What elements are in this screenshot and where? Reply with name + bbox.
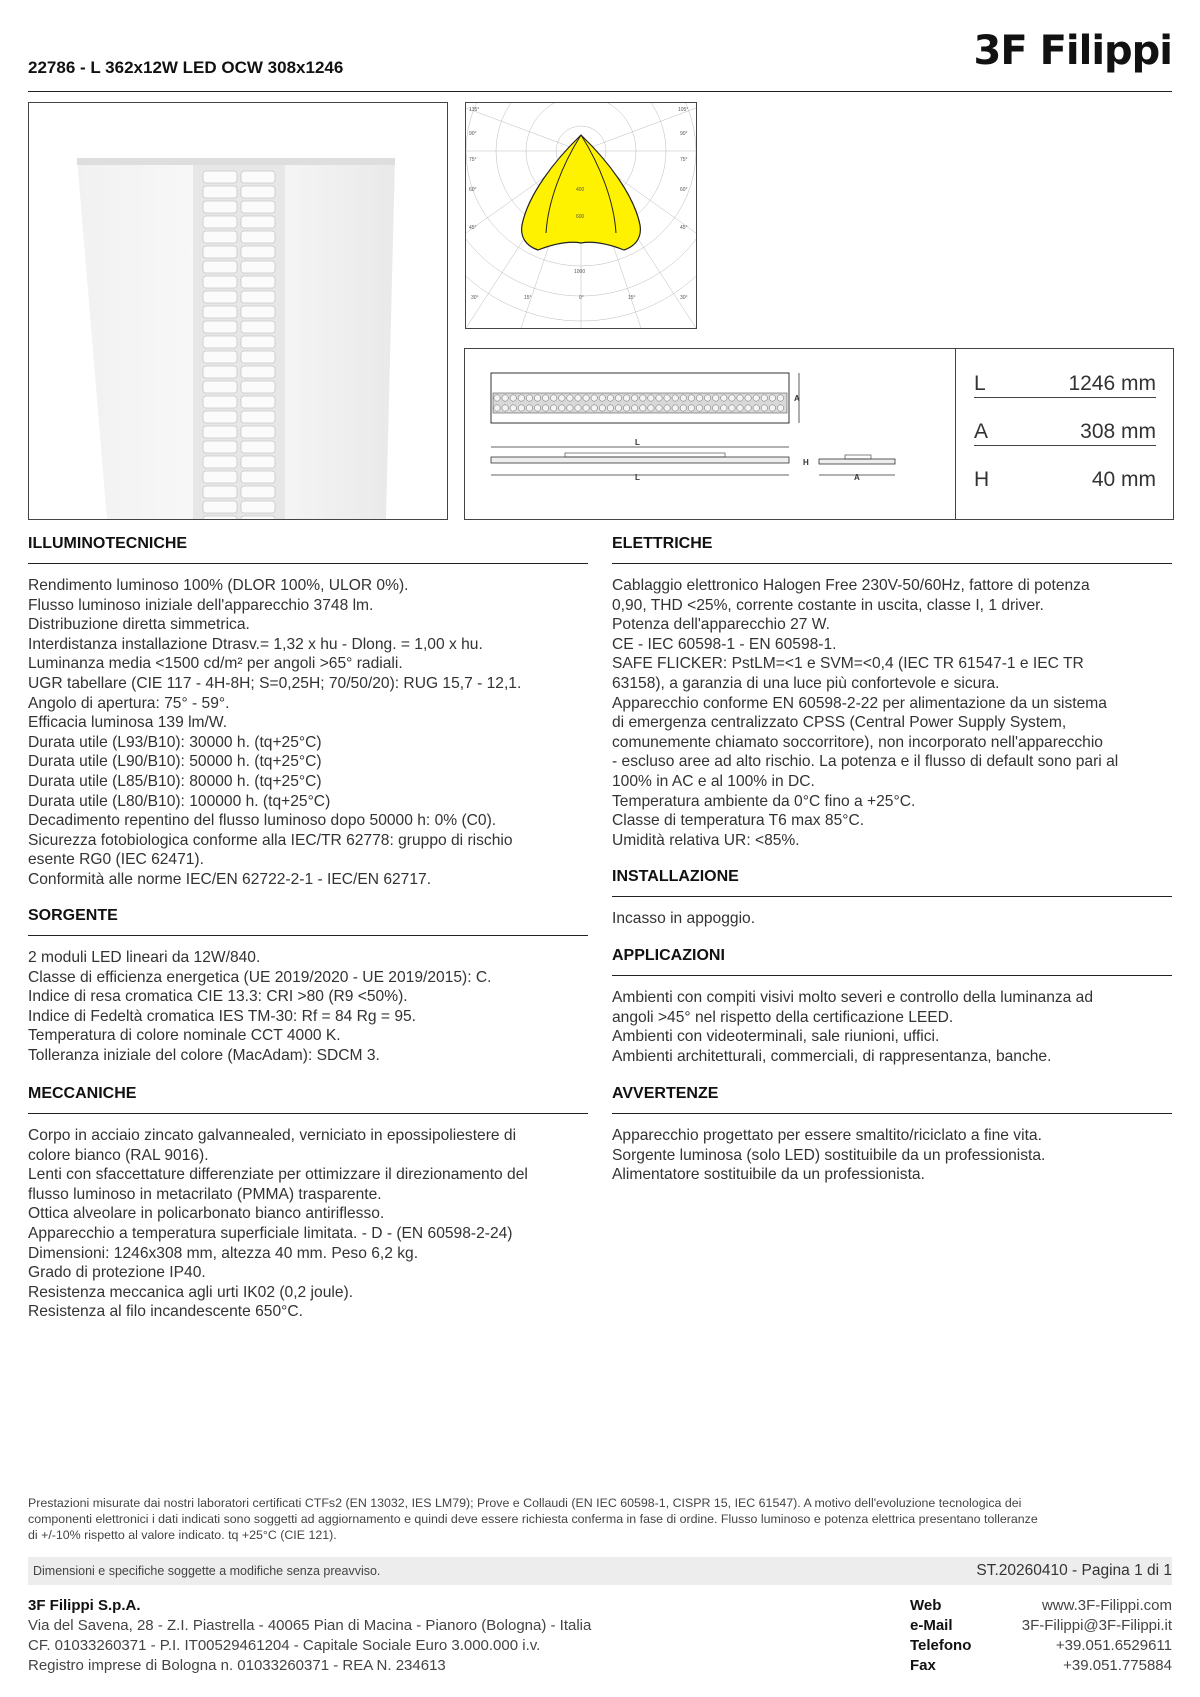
optic-cell bbox=[241, 441, 275, 453]
optic-cell bbox=[241, 186, 275, 198]
section-title-illuminotecniche: ILLUMINOTECNICHE bbox=[28, 535, 188, 552]
optic-cell bbox=[241, 501, 275, 513]
optic-cell bbox=[241, 516, 275, 519]
body-line: Ottica alveolare in policarbonato bianco antiriflesso. bbox=[28, 1205, 385, 1223]
optic-cell bbox=[241, 351, 275, 363]
led-dot bbox=[575, 405, 581, 411]
dimension-row bbox=[974, 349, 1156, 398]
body-line: CE - IEC 60598-1 - EN 60598-1. bbox=[612, 635, 837, 653]
contact-label: Telefono bbox=[910, 1637, 972, 1654]
led-dot bbox=[640, 405, 646, 411]
body-line: Temperatura di colore nominale CCT 4000 K. bbox=[28, 1027, 341, 1045]
web-link[interactable]: www.3F-Filippi.com bbox=[1041, 1597, 1172, 1614]
body-line: Rendimento luminoso 100% (DLOR 100%, ULOR 0%). bbox=[28, 577, 409, 594]
body-line: Lenti con sfaccettature differenziate per ottimizzare il direzionamento del bbox=[28, 1166, 528, 1184]
led-dot bbox=[607, 395, 613, 401]
body-line: Apparecchio progettato per essere smaltito/riciclato a fine vita. bbox=[612, 1127, 1042, 1144]
contacts bbox=[910, 1596, 1172, 1676]
polar-label: 30° bbox=[471, 295, 479, 301]
body-line: Apparecchio conforme EN 60598-2-22 per alimentazione da un sistema bbox=[612, 694, 1107, 712]
led-dot bbox=[713, 395, 719, 401]
section-title-installazione: INSTALLAZIONE bbox=[612, 868, 739, 885]
led-dot bbox=[526, 405, 532, 411]
body-line: Dimensioni: 1246x308 mm, altezza 40 mm. Peso 6,2 kg. bbox=[28, 1244, 419, 1262]
body-line: Resistenza al filo incandescente 650°C. bbox=[28, 1303, 303, 1321]
polar-label: 45° bbox=[469, 225, 477, 231]
section-rule bbox=[28, 935, 588, 936]
contact-row-fax bbox=[910, 1656, 1172, 1676]
led-dot bbox=[688, 405, 694, 411]
section-rule bbox=[612, 975, 1172, 976]
led-dot bbox=[648, 395, 654, 401]
body-line: Classe di temperatura T6 max 85°C. bbox=[612, 812, 865, 830]
optic-cell bbox=[203, 336, 237, 348]
led-dot bbox=[680, 395, 686, 401]
section-title-meccaniche: MECCANICHE bbox=[28, 1085, 137, 1102]
body-line: Decadimento repentino del flusso luminoso dopo 50000 h: 0% (C0). bbox=[28, 812, 497, 830]
product-photo bbox=[28, 102, 448, 520]
led-dot bbox=[591, 405, 597, 411]
optic-cell bbox=[203, 381, 237, 393]
polar-diagram bbox=[465, 102, 697, 329]
led-dot bbox=[713, 405, 719, 411]
led-dot bbox=[721, 405, 727, 411]
dimension-value: 308 mm bbox=[1080, 420, 1156, 443]
brand-logo bbox=[973, 28, 1172, 74]
body-line: Interdistanza installazione Dtrasv.= 1,32 x hu - Dlong. = 1,00 x hu. bbox=[28, 635, 483, 653]
footer-note-line: componenti elettronici i dati indicati sono soggetti ad aggiornamento e quindi deve essere richiesta conferma in fase di ordine. Flusso luminoso e potenza elettrica presentano tolleranze bbox=[28, 1512, 1038, 1526]
polar-label: 15° bbox=[628, 295, 636, 301]
body-line: Grado di protezione IP40. bbox=[28, 1264, 206, 1282]
body-line: Cablaggio elettronico Halogen Free 230V-50/60Hz, fattore di potenza bbox=[612, 577, 1090, 594]
polar-label: 400 bbox=[576, 187, 585, 193]
led-dot bbox=[672, 395, 678, 401]
optic-cell bbox=[203, 441, 237, 453]
led-dot bbox=[599, 395, 605, 401]
body-line: comunemente chiamato soccorritore), non incorporato nell'apparecchio bbox=[612, 733, 1103, 751]
disclaimer: Dimensioni e specifiche soggette a modifiche senza preavviso. bbox=[33, 1564, 381, 1578]
optic-cell bbox=[203, 291, 237, 303]
led-dot bbox=[510, 395, 516, 401]
body-line: Luminanza media <1500 cd/m² per angoli >65° radiali. bbox=[28, 655, 403, 673]
led-dot bbox=[688, 395, 694, 401]
led-dot bbox=[599, 405, 605, 411]
optic-cell bbox=[241, 396, 275, 408]
dim-label-l2: L bbox=[635, 473, 640, 482]
led-dot bbox=[623, 405, 629, 411]
product-code: 22786 - L 362x12W LED OCW 308x1246 bbox=[28, 58, 344, 77]
dimension-value: 40 mm bbox=[1091, 468, 1156, 491]
company-name: 3F Filippi S.p.A. bbox=[28, 1597, 141, 1614]
body-line: Indice di Fedeltà cromatica IES TM-30: Rf = 84 Rg = 95. bbox=[28, 1007, 417, 1025]
body-line: Flusso luminoso iniziale dell'apparecchio 3748 lm. bbox=[28, 596, 374, 614]
body-line: Potenza dell'apparecchio 27 W. bbox=[612, 616, 830, 634]
header-rule bbox=[28, 91, 1172, 92]
polar-label: 60° bbox=[680, 187, 688, 193]
optic-cell bbox=[241, 336, 275, 348]
dim-label-l: L bbox=[635, 438, 640, 447]
footer-note-line: Prestazioni misurate dai nostri laboratori certificati CTFs2 (EN 13032, IES LM79); Prove e Collaudi (EN IEC 60598-1, CISPR 15, IEC 61547). A motivo dell'evoluzione tecnologica dei bbox=[28, 1496, 1022, 1510]
led-dot bbox=[721, 395, 727, 401]
dimension-key: A bbox=[974, 420, 989, 443]
led-dot bbox=[648, 405, 654, 411]
body-line: Durata utile (L93/B10): 30000 h. (tq+25°C) bbox=[28, 733, 322, 751]
body-line: Durata utile (L85/B10): 80000 h. (tq+25°C) bbox=[28, 772, 322, 790]
body-line: esente RG0 (IEC 62471). bbox=[28, 851, 204, 869]
polar-label: 0° bbox=[579, 295, 584, 301]
led-dot bbox=[518, 395, 524, 401]
led-dot bbox=[526, 395, 532, 401]
led-dot bbox=[632, 405, 638, 411]
sorgente-body bbox=[28, 948, 491, 1066]
company-info bbox=[28, 1596, 591, 1676]
company-fiscal: CF. 01033260371 - P.I. IT00529461204 - Capitale Sociale Euro 3.000.000 i.v. bbox=[28, 1637, 541, 1654]
polar-label: 75° bbox=[680, 157, 688, 163]
led-dot bbox=[502, 395, 508, 401]
optic-cell bbox=[203, 366, 237, 378]
led-dot bbox=[729, 395, 735, 401]
led-dot bbox=[615, 395, 621, 401]
optic-cell bbox=[203, 516, 237, 519]
led-dot bbox=[542, 395, 548, 401]
led-dot bbox=[502, 405, 508, 411]
led-dot bbox=[777, 395, 783, 401]
optic-cell bbox=[241, 291, 275, 303]
led-dot bbox=[704, 395, 710, 401]
optic-cell bbox=[203, 216, 237, 228]
polar-label: 30° bbox=[680, 295, 688, 301]
fax-number: +39.051.775884 bbox=[1063, 1657, 1172, 1674]
optic-cell bbox=[203, 276, 237, 288]
led-dot bbox=[745, 405, 751, 411]
meccaniche-body bbox=[28, 1126, 528, 1322]
led-dot bbox=[607, 405, 613, 411]
body-line: Alimentatore sostituibile da un professionista. bbox=[612, 1166, 925, 1184]
footer-bar bbox=[28, 1557, 1172, 1585]
contact-label: e-Mail bbox=[910, 1617, 953, 1634]
led-dot bbox=[753, 405, 759, 411]
contact-label: Web bbox=[910, 1597, 942, 1614]
led-dot bbox=[704, 405, 710, 411]
body-line: Ambienti con videoterminali, sale riunioni, uffici. bbox=[612, 1028, 940, 1046]
applicazioni-body bbox=[612, 988, 1093, 1066]
dimension-key: H bbox=[974, 468, 990, 491]
led-dot bbox=[761, 405, 767, 411]
dim-label-a: A bbox=[794, 394, 800, 403]
led-dot bbox=[551, 405, 557, 411]
polar-label: 60° bbox=[469, 187, 477, 193]
body-line: Ambienti con compiti visivi molto severi e controllo della luminanza ad bbox=[612, 989, 1094, 1006]
led-dot bbox=[518, 405, 524, 411]
dimension-row bbox=[974, 397, 1156, 446]
contact-row-web bbox=[910, 1596, 1172, 1616]
led-dot bbox=[729, 405, 735, 411]
optic-cell bbox=[241, 216, 275, 228]
installazione-body bbox=[612, 909, 755, 929]
optic-cell bbox=[241, 321, 275, 333]
optic-cell bbox=[241, 411, 275, 423]
body-line: Durata utile (L80/B10): 100000 h. (tq+25°C) bbox=[28, 792, 331, 810]
dimension-row bbox=[974, 445, 1156, 493]
body-line: Umidità relativa UR: <85%. bbox=[612, 831, 800, 849]
body-line: UGR tabellare (CIE 117 - 4H-8H; S=0,25H; 70/50/20): RUG 15,7 - 12,1. bbox=[28, 674, 522, 692]
led-dot bbox=[696, 405, 702, 411]
optic-cell bbox=[241, 426, 275, 438]
led-dot bbox=[753, 395, 759, 401]
led-dot bbox=[632, 395, 638, 401]
dimension-box bbox=[464, 348, 1174, 520]
polar-label: 135° bbox=[469, 107, 480, 113]
contact-row-email bbox=[910, 1616, 1172, 1636]
optic-cell bbox=[203, 321, 237, 333]
led-dot bbox=[575, 395, 581, 401]
led-dot bbox=[510, 405, 516, 411]
led-dot bbox=[761, 395, 767, 401]
optic-cell bbox=[241, 471, 275, 483]
brand-name: 3F Filippi bbox=[973, 28, 1172, 74]
led-dot bbox=[534, 395, 540, 401]
optic-cell bbox=[241, 261, 275, 273]
section-title-avvertenze: AVVERTENZE bbox=[612, 1085, 719, 1102]
optic-cell bbox=[241, 276, 275, 288]
optic-cell bbox=[203, 396, 237, 408]
body-line: SAFE FLICKER: PstLM=<1 e SVM=<0,4 (IEC TR 61547-1 e IEC TR bbox=[612, 655, 1084, 673]
section-title-elettriche: ELETTRICHE bbox=[612, 535, 713, 552]
polar-label: 45° bbox=[680, 225, 688, 231]
body-line: Incasso in appoggio. bbox=[612, 910, 756, 927]
optic-cell bbox=[203, 306, 237, 318]
body-line: Durata utile (L90/B10): 50000 h. (tq+25°C) bbox=[28, 753, 322, 771]
led-dot bbox=[656, 405, 662, 411]
led-dot bbox=[567, 395, 573, 401]
body-line: 100% in AC e al 100% in DC. bbox=[612, 772, 815, 790]
optic-cell bbox=[241, 456, 275, 468]
polar-label: 600 bbox=[576, 214, 585, 220]
contact-row-phone bbox=[910, 1636, 1172, 1656]
email-link[interactable]: 3F-Filippi@3F-Filippi.it bbox=[1021, 1617, 1172, 1634]
led-dot bbox=[534, 405, 540, 411]
body-line: Indice di resa cromatica CIE 13.3: CRI >80 (R9 <50%). bbox=[28, 988, 408, 1006]
body-line: Sorgente luminosa (solo LED) sostituibile da un professionista. bbox=[612, 1146, 1046, 1164]
luminaire-illustration bbox=[29, 103, 447, 519]
body-line: Sicurezza fotobiologica conforme alla IEC/TR 62778: gruppo di rischio bbox=[28, 831, 513, 849]
optic-cell bbox=[203, 426, 237, 438]
illuminotecniche-body bbox=[28, 576, 521, 890]
body-line: angoli >45° nel rispetto della certificazione LEED. bbox=[612, 1008, 954, 1026]
elettriche-body bbox=[612, 576, 1118, 850]
section-rule bbox=[612, 896, 1172, 897]
dimension-value: 1246 mm bbox=[1068, 372, 1156, 395]
led-dot bbox=[769, 405, 775, 411]
optic-cell bbox=[241, 306, 275, 318]
dim-label-h: H bbox=[803, 458, 809, 467]
optic-cell bbox=[203, 186, 237, 198]
led-dot bbox=[559, 405, 565, 411]
led-dot bbox=[567, 405, 573, 411]
polar-label: 75° bbox=[469, 157, 477, 163]
polar-label: 1000 bbox=[574, 269, 586, 275]
optic-cell bbox=[203, 456, 237, 468]
optic-cell bbox=[241, 381, 275, 393]
body-line: Apparecchio a temperatura superficiale limitata. - D - (EN 60598-2-24) bbox=[28, 1224, 513, 1242]
section-rule bbox=[28, 1113, 588, 1114]
led-dot bbox=[583, 405, 589, 411]
body-line: Classe di efficienza energetica (UE 2019/2020 - UE 2019/2015): C. bbox=[28, 968, 492, 986]
led-dot bbox=[737, 405, 743, 411]
led-dot bbox=[745, 395, 751, 401]
body-line: Tolleranza iniziale del colore (MacAdam): SDCM 3. bbox=[28, 1046, 380, 1064]
optic-cell bbox=[241, 246, 275, 258]
led-dot bbox=[672, 405, 678, 411]
led-dot bbox=[680, 405, 686, 411]
section-rule bbox=[612, 1113, 1172, 1114]
optic-cell bbox=[241, 171, 275, 183]
led-dot bbox=[615, 405, 621, 411]
optic-cell bbox=[203, 471, 237, 483]
polar-label: 90° bbox=[680, 131, 688, 137]
led-dot bbox=[640, 395, 646, 401]
footer-note-line: di +/-10% rispetto al valore indicato. tq +25°C (CIE 121). bbox=[28, 1528, 337, 1542]
body-line: 63158), a garanzia di una luce più confortevole e sicura. bbox=[612, 674, 1000, 692]
body-line: Angolo di apertura: 75° - 59°. bbox=[28, 694, 230, 712]
led-dot bbox=[551, 395, 557, 401]
body-line: 0,90, THD <25%, corrente costante in uscita, classe I, 1 driver. bbox=[612, 596, 1044, 614]
optic-cell bbox=[241, 486, 275, 498]
led-dot bbox=[591, 395, 597, 401]
body-line: di emergenza centralizzato CPSS (Central Power Supply System, bbox=[612, 714, 1067, 732]
led-dot bbox=[494, 395, 500, 401]
led-dot bbox=[696, 395, 702, 401]
optic-cell bbox=[203, 486, 237, 498]
polar-label: 105° bbox=[678, 107, 689, 113]
footer-note bbox=[28, 1495, 1172, 1543]
led-dot bbox=[542, 405, 548, 411]
led-dot bbox=[559, 395, 565, 401]
body-line: Distribuzione diretta simmetrica. bbox=[28, 616, 250, 634]
led-dot bbox=[769, 395, 775, 401]
page-reference: ST.20260410 - Pagina 1 di 1 bbox=[976, 1562, 1172, 1579]
optic-cell bbox=[241, 201, 275, 213]
section-rule bbox=[28, 563, 588, 564]
led-dot bbox=[737, 395, 743, 401]
optic-cell bbox=[203, 501, 237, 513]
body-line: flusso luminoso in metacrilato (PMMA) trasparente. bbox=[28, 1185, 382, 1203]
optic-cell bbox=[203, 171, 237, 183]
led-dot bbox=[494, 405, 500, 411]
optic-cell bbox=[203, 411, 237, 423]
body-line: Resistenza meccanica agli urti IK02 (0,2 joule). bbox=[28, 1283, 354, 1301]
optic-cell bbox=[241, 366, 275, 378]
section-title-applicazioni: APPLICAZIONI bbox=[612, 947, 725, 964]
body-line: - escluso aree ad alto rischio. La potenza e il flusso di default sono pari al bbox=[612, 753, 1119, 771]
polar-label: 90° bbox=[469, 131, 477, 137]
optic-cell bbox=[203, 246, 237, 258]
body-line: Conformità alle norme IEC/EN 62722-2-1 - IEC/EN 62717. bbox=[28, 870, 432, 888]
led-dot bbox=[777, 405, 783, 411]
dimension-table bbox=[955, 349, 1174, 519]
led-dot bbox=[664, 395, 670, 401]
polar-label: 15° bbox=[524, 295, 532, 301]
body-line: Ambienti architetturali, commerciali, di rappresentanza, banche. bbox=[612, 1047, 1052, 1065]
optic-cell bbox=[203, 261, 237, 273]
body-line: 2 moduli LED lineari da 12W/840. bbox=[28, 949, 261, 966]
phone-number: +39.051.6529611 bbox=[1055, 1637, 1172, 1654]
optic-cell bbox=[203, 201, 237, 213]
led-dot bbox=[623, 395, 629, 401]
led-dot bbox=[664, 405, 670, 411]
led-dot bbox=[583, 395, 589, 401]
led-dot bbox=[656, 395, 662, 401]
optic-cell bbox=[203, 231, 237, 243]
optic-cell bbox=[241, 231, 275, 243]
dim-label-a2: A bbox=[854, 473, 860, 482]
body-line: Temperatura ambiente da 0°C fino a +25°C. bbox=[612, 792, 916, 810]
section-title-sorgente: SORGENTE bbox=[28, 907, 118, 924]
company-address: Via del Savena, 28 - Z.I. Piastrella - 40065 Pian di Macina - Pianoro (Bologna) - Italia bbox=[28, 1617, 592, 1634]
body-line: Efficacia luminosa 139 lm/W. bbox=[28, 714, 228, 732]
body-line: Corpo in acciaio zincato galvannealed, verniciato in epossipoliestere di bbox=[28, 1127, 517, 1144]
avvertenze-body bbox=[612, 1126, 1045, 1185]
dimension-key: L bbox=[974, 372, 986, 395]
company-registry: Registro imprese di Bologna n. 01033260371 - REA N. 234613 bbox=[28, 1657, 446, 1674]
section-rule bbox=[612, 563, 1172, 564]
body-line: colore bianco (RAL 9016). bbox=[28, 1146, 209, 1164]
optic-cell bbox=[203, 351, 237, 363]
contact-label: Fax bbox=[910, 1657, 936, 1674]
